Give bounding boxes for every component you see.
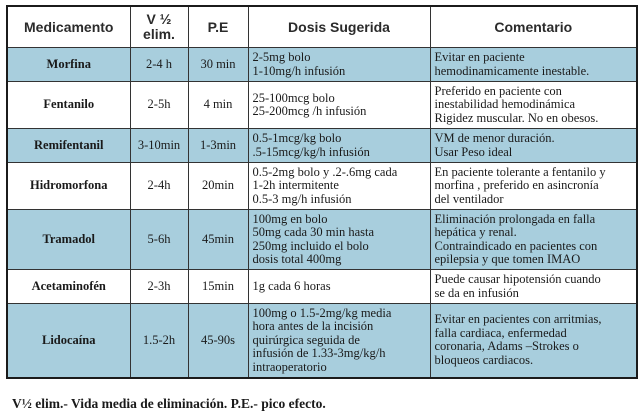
dose-line: quirúrgica seguida de: [252, 332, 360, 347]
comment-line: Contraindicado en pacientes con: [434, 238, 598, 253]
dose-line: 100mg o 1.5-2mg/kg media: [252, 305, 392, 320]
comment-line: inestabilidad hemodinámica: [434, 97, 576, 112]
header-half-life: V ½ elim.: [130, 6, 188, 48]
dose-line: 2-5mg bolo: [252, 50, 311, 64]
peak-effect-value: 45min: [188, 210, 248, 270]
comment-line: hemodinamicamente inestable.: [434, 63, 590, 78]
peak-effect-value: 15min: [188, 270, 248, 304]
dose-line: 1-2h intermitente: [252, 178, 339, 193]
table-row: [7, 82, 637, 129]
drug-name: Acetaminofén: [7, 270, 130, 304]
comment-cell: [430, 270, 637, 304]
comment-cell: [430, 82, 637, 129]
dose-line: 0.5-2mg bolo y .2-.6mg cada: [252, 164, 398, 179]
dose-cell: [248, 270, 430, 304]
comment-cell: [430, 163, 637, 210]
dose-line: .5-15mcg/kg/h infusión: [252, 144, 370, 159]
dose-cell: [248, 163, 430, 210]
table-body: [7, 48, 637, 378]
table-row: [7, 304, 637, 378]
dose-line: 100mg en bolo: [252, 211, 328, 226]
half-life-value: 2-4h: [130, 163, 188, 210]
dose-line: 0.5-1mcg/kg bolo: [252, 131, 342, 145]
dose-line: hora antes de la incisión: [252, 319, 374, 333]
dose-line: infusión de 1.33-3mg/kg/h: [252, 346, 386, 360]
comment-line: Rigidez muscular. No en obesos.: [434, 110, 599, 125]
footnote: V½ elim.- Vida media de eliminación. P.E.- pico efecto.: [12, 396, 326, 411]
drug-table-container: [6, 5, 636, 379]
dose-cell: [248, 82, 430, 129]
peak-effect-value: 45-90s: [188, 304, 248, 378]
dose-line: 1-10mg/h infusión: [252, 63, 346, 78]
peak-effect-value: 4 min: [188, 82, 248, 129]
half-life-value: 3-10min: [130, 129, 188, 163]
comment-cell: [430, 304, 637, 378]
drug-name: Remifentanil: [7, 129, 130, 163]
drug-name: Fentanilo: [7, 82, 130, 129]
comment-line: Eliminación prolongada en falla: [434, 211, 596, 226]
comment-line: Usar Peso ideal: [434, 144, 513, 159]
comment-line: del ventilador: [434, 191, 504, 206]
comment-line: Evitar en paciente: [434, 50, 525, 64]
half-life-value: 2-5h: [130, 82, 188, 129]
peak-effect-value: 20min: [188, 163, 248, 210]
comment-cell: [430, 210, 637, 270]
table-row: [7, 210, 637, 270]
comment-line: Evitar en pacientes con arritmias,: [434, 312, 602, 327]
dose-line: dosis total 400mg: [252, 252, 342, 266]
peak-effect-value: 30 min: [188, 48, 248, 82]
table-row: [7, 129, 637, 163]
dose-line: 25-200mcg /h infusión: [252, 104, 367, 118]
comment-line: epilepsia y que tomen IMAO: [434, 252, 581, 266]
dose-cell: [248, 129, 430, 163]
dose-cell: [248, 48, 430, 82]
dose-line: 250mg incluido el bolo: [252, 238, 369, 253]
comment-line: bloqueos cardiacos.: [434, 352, 534, 367]
table-header-row: [7, 6, 637, 48]
header-medicamento: Medicamento: [7, 6, 130, 48]
comment-cell: [430, 48, 637, 82]
table-row: [7, 48, 637, 82]
dose-cell: [248, 210, 430, 270]
analgesic-drug-table: [6, 5, 638, 379]
half-life-value: 2-4 h: [130, 48, 188, 82]
dose-line: 50mg cada 30 min hasta: [252, 225, 374, 239]
comment-line: Preferido en paciente con: [434, 83, 562, 98]
half-life-value: 1.5-2h: [130, 304, 188, 378]
table-row: [7, 163, 637, 210]
drug-name: Lidocaína: [7, 304, 130, 378]
drug-name: Hidromorfona: [7, 163, 130, 210]
comment-line: VM de menor duración.: [434, 131, 555, 145]
peak-effect-value: 1-3min: [188, 129, 248, 163]
table-row: [7, 270, 637, 304]
comment-line: hepática y renal.: [434, 225, 517, 239]
dose-cell: [248, 304, 430, 378]
header-comment: Comentario: [430, 6, 637, 48]
drug-name: Morfina: [7, 48, 130, 82]
header-peak-effect: P.E: [188, 6, 248, 48]
comment-line: se da en infusión: [434, 285, 519, 300]
header-suggested-dose: Dosis Sugerida: [248, 6, 430, 48]
comment-cell: [430, 129, 637, 163]
comment-line: morfina , preferido en asincronía: [434, 178, 599, 193]
half-life-value: 2-3h: [130, 270, 188, 304]
dose-line: 25-100mcg bolo: [252, 90, 335, 105]
dose-line: intraoperatorio: [252, 359, 327, 374]
half-life-value: 5-6h: [130, 210, 188, 270]
drug-name: Tramadol: [7, 210, 130, 270]
comment-line: En paciente tolerante a fentanilo y: [434, 164, 606, 179]
comment-line: falla cardiaca, enfermedad: [434, 325, 567, 340]
comment-line: Puede causar hipotensión cuando: [434, 272, 601, 286]
comment-line: coronaria, Adams –Strokes o: [434, 339, 579, 354]
dose-line: 1g cada 6 horas: [252, 278, 331, 293]
dose-line: 0.5-3 mg/h infusión: [252, 191, 352, 206]
